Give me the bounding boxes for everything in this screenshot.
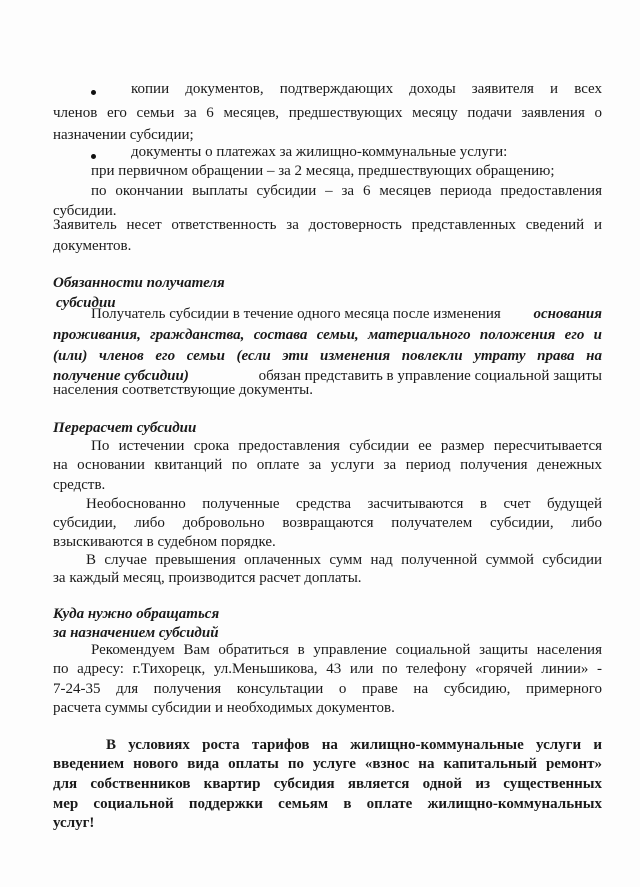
recalc-p3-line2: за каждый месяц, производится расчет доплаты. <box>53 570 362 586</box>
recalc-heading: Перерасчет субсидии <box>53 420 197 436</box>
duties-line2: проживания, гражданства, состава семьи, материального положения его и <box>53 327 602 343</box>
responsibility-line1: Заявитель несет ответственность за достоверность представленных сведений и <box>53 217 602 233</box>
duties-line4-bold: получение субсидии) <box>53 368 189 384</box>
duties-line5: населения соответствующие документы. <box>53 382 313 398</box>
duties-line3: (или) членов его семьи (если эти изменения повлекли утрату права на <box>53 348 602 364</box>
bullet-marker <box>91 154 96 159</box>
bullet2-line1: документы о платежах за жилищно-коммунальные услуги: <box>131 144 508 160</box>
duties-heading-line1: Обязанности получателя <box>53 275 225 291</box>
duties-line4-text: обязан представить в управление социальной защиты <box>258 368 602 384</box>
contact-heading-line1: Куда нужно обращаться <box>53 606 220 622</box>
recalc-p3-line1: В случае превышения оплаченных сумм над полученной суммой субсидии <box>86 552 602 568</box>
bullet2-line4: субсидии. <box>53 203 117 219</box>
recalc-p1-line1: По истечении срока предоставления субсидии ее размер пересчитывается <box>91 438 602 454</box>
bullet1-line3: назначении субсидии; <box>53 127 194 143</box>
bullet2-line3: по окончании выплаты субсидии – за 6 месяцев периода предоставления <box>91 183 602 199</box>
bullet2-line2: при первичном обращении – за 2 месяца, предшествующих обращению; <box>91 163 555 179</box>
contact-line1: Рекомендуем Вам обратиться в управление социальной защиты населения <box>91 642 602 658</box>
closing-line3: для собственников квартир субсидия является одной из существенных <box>53 776 602 792</box>
contact-heading-line2: за назначением субсидий <box>53 625 219 641</box>
contact-line3: 7-24-35 для получения консультации о праве на субсидию, примерного <box>53 681 602 697</box>
bullet-marker <box>91 90 96 95</box>
bullet1-line1: копии документов, подтверждающих доходы заявителя и всех <box>131 81 602 97</box>
closing-line5: услуг! <box>53 815 95 831</box>
contact-line4: расчета суммы субсидии и необходимых документов. <box>53 700 395 716</box>
recalc-p1-line2: на основании квитанций по оплате за услуги за период получения денежных <box>53 457 602 473</box>
duties-line1-text: Получатель субсидии в течение одного месяца после изменения <box>91 306 501 322</box>
recalc-p2-line1: Необоснованно полученные средства засчитываются в счет будущей <box>86 496 602 512</box>
duties-heading-line2: субсидии <box>56 295 116 311</box>
recalc-p2-line3: взыскиваются в судебном порядке. <box>53 534 276 550</box>
bullet1-line2: членов его семьи за 6 месяцев, предшествующих месяцу подачи заявления о <box>53 105 602 121</box>
closing-line2: введением нового вида оплаты по услуге «взнос на капитальный ремонт» <box>53 756 602 772</box>
closing-line4: мер социальной поддержки семьям в оплате жилищно-коммунальных <box>53 796 602 812</box>
contact-line2: по адресу: г.Тихорецк, ул.Меньшикова, 43 или по телефону «горячей линии» - <box>53 661 602 677</box>
responsibility-line2: документов. <box>53 238 132 254</box>
duties-line1-bold: основания <box>533 306 602 322</box>
recalc-p1-line3: средств. <box>53 477 106 493</box>
closing-line1: В условиях роста тарифов на жилищно-коммунальные услуги и <box>106 737 602 753</box>
duties-line1 <box>91 305 602 324</box>
recalc-p2-line2: субсидии, либо добровольно возвращаются получателем субсидии, либо <box>53 515 602 531</box>
